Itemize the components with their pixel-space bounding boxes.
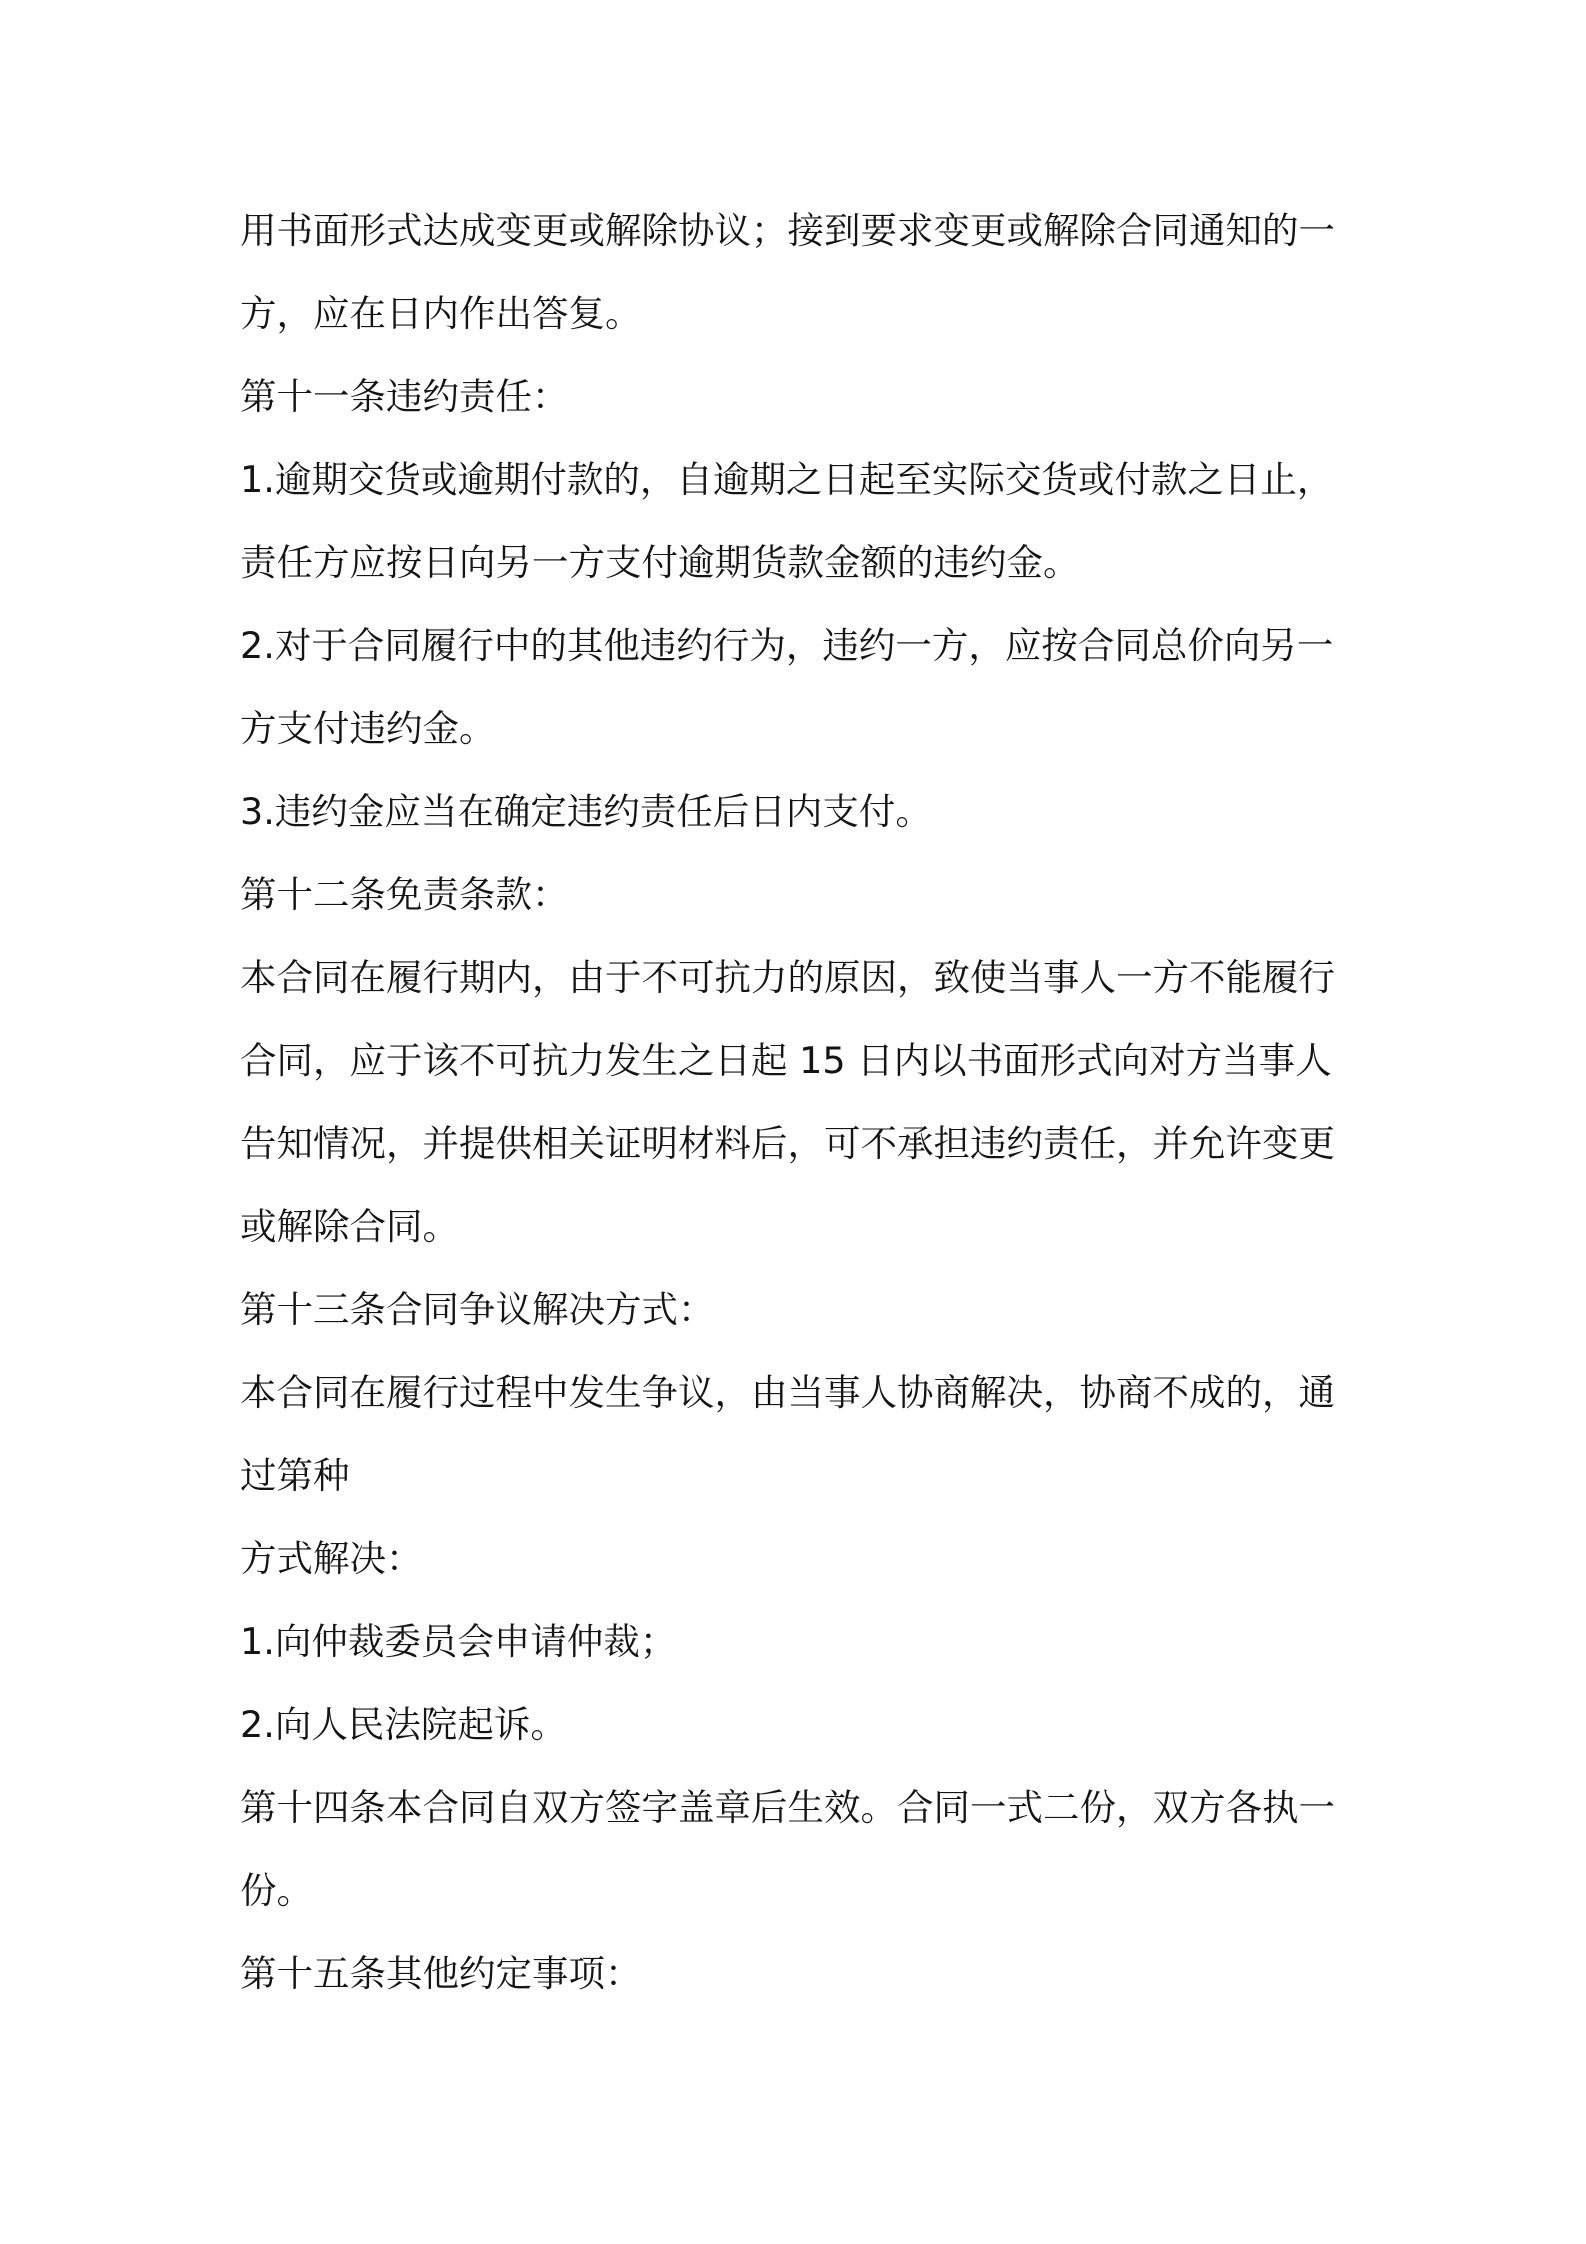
text-line: 1.逾期交货或逾期付款的，自逾期之日起至实际交货或付款之日止， — [240, 458, 1334, 501]
text-line: 2.向人民法院起诉。 — [240, 1703, 567, 1746]
text-line: 1.向仲裁委员会申请仲裁； — [240, 1620, 677, 1663]
text-line: 过第种 — [240, 1454, 350, 1497]
text-line: 3.违约金应当在确定违约责任后日内支付。 — [240, 790, 932, 833]
text-line: 方支付违约金。 — [240, 707, 496, 750]
text-line: 方，应在日内作出答复。 — [240, 292, 642, 335]
section-heading-14: 第十四条本合同自双方签字盖章后生效。合同一式二份，双方各执一 — [240, 1786, 1335, 1829]
section-heading-12: 第十二条免责条款： — [240, 873, 569, 916]
text-line: 或解除合同。 — [240, 1205, 459, 1248]
text-line: 用书面形式达成变更或解除协议；接到要求变更或解除合同通知的一 — [240, 209, 1335, 252]
text-line: 本合同在履行期内，由于不可抗力的原因，致使当事人一方不能履行 — [240, 956, 1335, 999]
text-line: 本合同在履行过程中发生争议，由当事人协商解决，协商不成的，通 — [240, 1371, 1335, 1414]
text-line: 告知情况，并提供相关证明材料后，可不承担违约责任，并允许变更 — [240, 1122, 1335, 1165]
text-line: 份。 — [240, 1869, 313, 1912]
text-line: 合同，应于该不可抗力发生之日起 15 日内以书面形式向对方当事人 — [240, 1039, 1332, 1082]
text-line: 2.对于合同履行中的其他违约行为，违约一方，应按合同总价向另一 — [240, 624, 1334, 667]
section-heading-11: 第十一条违约责任： — [240, 375, 569, 418]
text-line: 责任方应按日向另一方支付逾期货款金额的违约金。 — [240, 541, 1080, 584]
document-body — [240, 200, 1360, 2026]
section-heading-15: 第十五条其他约定事项： — [240, 1952, 642, 1995]
section-heading-13: 第十三条合同争议解决方式： — [240, 1288, 715, 1331]
text-line: 方式解决： — [240, 1537, 423, 1580]
